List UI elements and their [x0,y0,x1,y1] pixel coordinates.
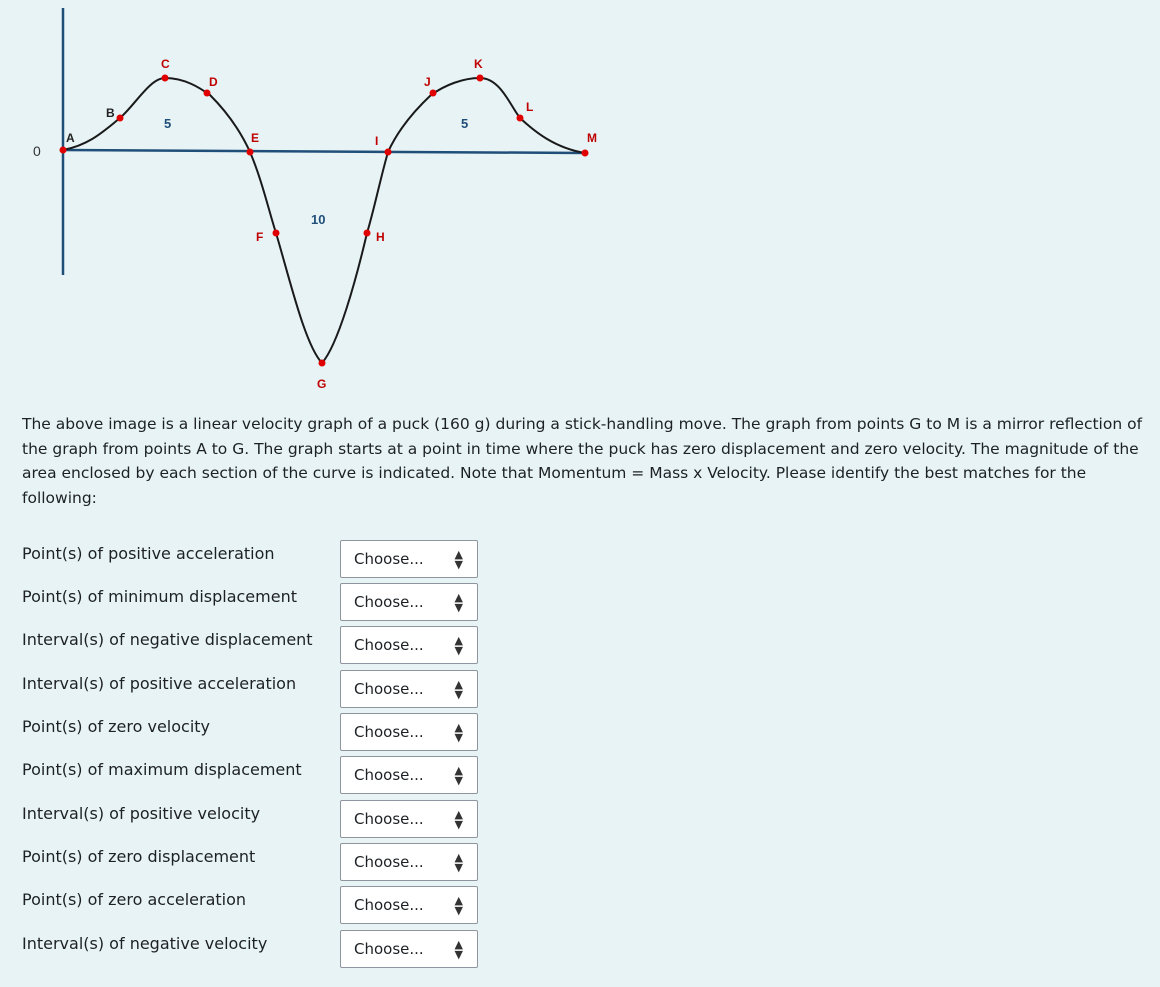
match-select-value: Choose... [354,766,424,784]
match-select-value: Choose... [354,940,424,958]
match-label: Point(s) of minimum displacement [22,587,297,606]
area-label-bottom: 10 [311,212,326,227]
match-row [22,670,492,710]
match-select-value: Choose... [354,593,424,611]
match-select[interactable] [340,583,478,621]
point-g-marker [319,360,326,367]
match-row [22,583,492,623]
match-label: Point(s) of positive acceleration [22,544,275,563]
select-updown-icon: ▲ ▼ [454,548,463,571]
point-g-label: G [317,377,327,391]
match-select-value: Choose... [354,853,424,871]
point-d-marker [204,90,211,97]
point-m-marker [582,150,589,157]
match-row [22,843,492,883]
match-select-value: Choose... [354,810,424,828]
match-label: Point(s) of maximum displacement [22,760,302,779]
match-select-value: Choose... [354,680,424,698]
point-c-marker [162,75,169,82]
match-select[interactable] [340,756,478,794]
match-select-value: Choose... [354,550,424,568]
match-row [22,930,492,970]
match-select[interactable] [340,930,478,968]
point-j-marker [430,90,437,97]
point-h-marker [364,230,371,237]
match-select[interactable] [340,626,478,664]
point-i-label: I [375,134,379,148]
point-f-marker [273,230,280,237]
match-label: Point(s) of zero displacement [22,847,256,866]
point-c-label: C [161,57,170,71]
question-text: The above image is a linear velocity graph of a puck (160 g) during a stick-handling move. The graph from points G to M is a mirror reflection of the graph from points A to G. The graph starts at a point in time where the puck has zero displacement and zero velocity. The magnitude of the area enclosed by each section of the curve is indicated. Note that Momentum = Mass x Velocity. Please identify the best matches for the following: [22,415,1143,507]
match-select[interactable] [340,843,478,881]
point-h-label: H [376,230,385,244]
point-b-label: B [106,106,115,120]
select-updown-icon: ▲ ▼ [454,678,463,701]
match-row [22,800,492,840]
match-select[interactable] [340,800,478,838]
point-l-label: L [526,100,534,114]
point-j-label: J [424,75,431,89]
point-k-label: K [474,57,483,71]
select-updown-icon: ▲ ▼ [454,591,463,614]
match-select[interactable] [340,713,478,751]
match-select[interactable] [340,540,478,578]
match-row [22,756,492,796]
select-updown-icon: ▲ ▼ [454,808,463,831]
select-updown-icon: ▲ ▼ [454,721,463,744]
select-updown-icon: ▲ ▼ [454,851,463,874]
match-row [22,886,492,926]
point-k-marker [477,75,484,82]
area-label-right: 5 [461,116,469,131]
match-row [22,540,492,580]
area-label-left: 5 [164,116,172,131]
select-updown-icon: ▲ ▼ [454,938,463,961]
point-l-marker [517,115,524,122]
match-label: Interval(s) of positive velocity [22,804,261,823]
point-e-marker [247,149,254,156]
match-label: Interval(s) of positive acceleration [22,674,297,693]
select-updown-icon: ▲ ▼ [454,894,463,917]
x-axis [63,150,585,153]
match-row [22,713,492,753]
point-a-label: A [66,131,75,145]
select-updown-icon: ▲ ▼ [454,764,463,787]
point-d-label: D [209,75,218,89]
match-select-value: Choose... [354,896,424,914]
point-m-label: M [587,131,597,145]
point-b-marker [117,115,124,122]
point-e-label: E [251,131,260,145]
match-select-value: Choose... [354,636,424,654]
match-select-value: Choose... [354,723,424,741]
match-label: Interval(s) of negative displacement [22,630,313,649]
y-zero-label: 0 [33,143,41,159]
point-f-label: F [256,230,264,244]
match-select[interactable] [340,670,478,708]
velocity-graph [0,0,620,400]
match-row [22,626,492,666]
point-i-marker [385,149,392,156]
match-label: Interval(s) of negative velocity [22,934,268,953]
match-select[interactable] [340,886,478,924]
point-a-marker [60,147,67,154]
select-updown-icon: ▲ ▼ [454,634,463,657]
match-label: Point(s) of zero acceleration [22,890,247,909]
match-label: Point(s) of zero velocity [22,717,211,736]
